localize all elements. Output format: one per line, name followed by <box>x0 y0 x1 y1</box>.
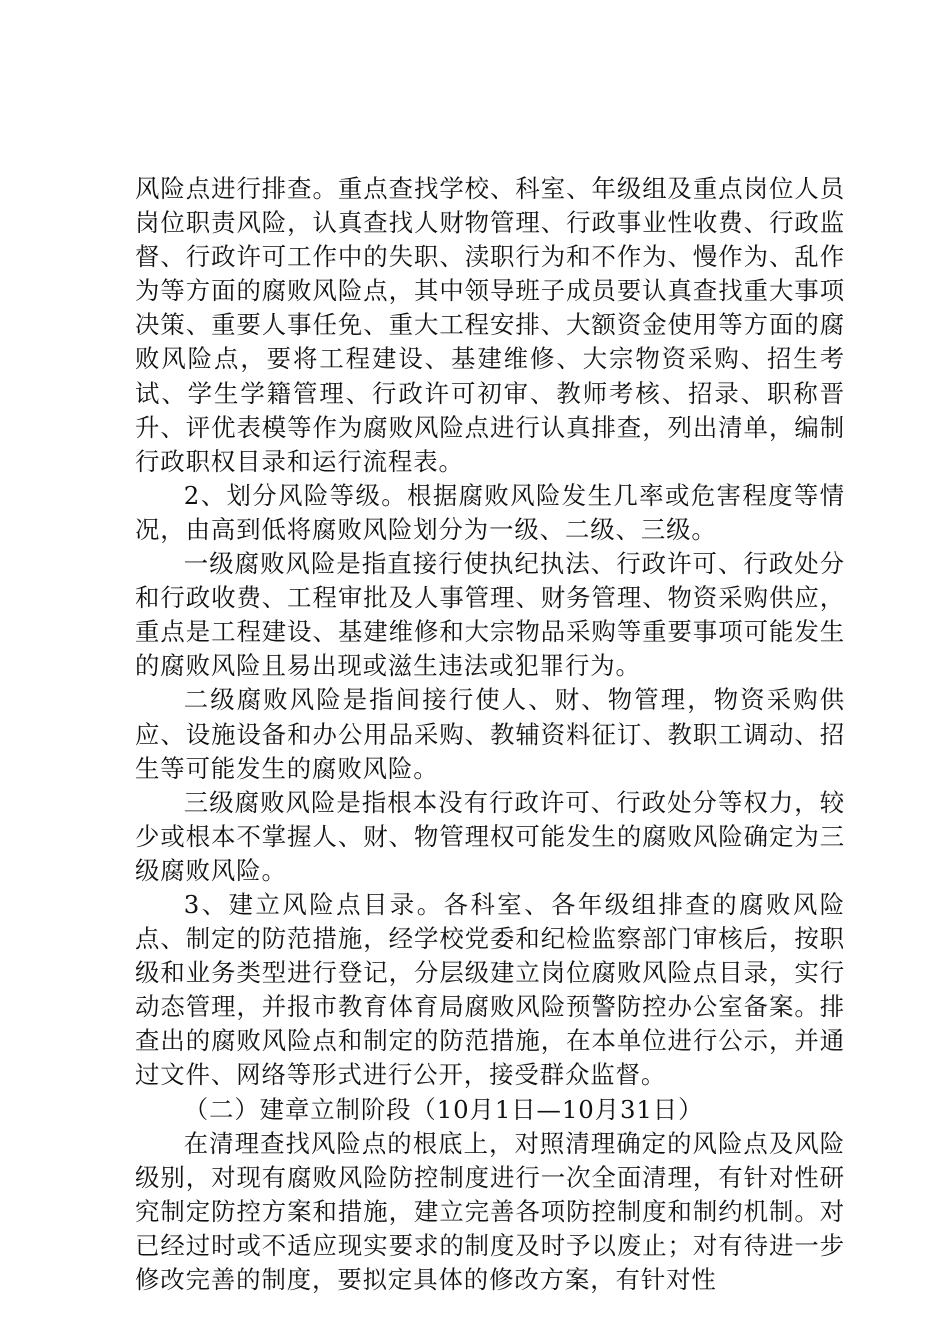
paragraph-level-one: 一级腐败风险是指直接行使执纪执法、行政许可、行政处分和行政收费、工程审批及人事管理、财务管理、物资采购供应，重点是工程建设、基建维修和大宗物品采购等重要事项可能发生的腐败风险且易出现或滋生违法或犯罪行为。 <box>135 549 845 681</box>
document-body <box>135 172 845 1297</box>
section-heading-rules-stage: （二）建章立制阶段（10月1日—10月31日） <box>183 1094 704 1124</box>
paragraph-risk-investigation: 风险点进行排查。重点查找学校、科室、年级组及重点岗位人员岗位职责风险，认真查找人财物管理、行政事业性收费、行政监督、行政许可工作中的失职、渎职行为和不作为、慢作为、乱作为等方面的腐败风险点，其中领导班子成员要认真查找重大事项决策、重要人事任免、重大工程安排、大额资金使用等方面的腐败风险点，要将工程建设、基建维修、大宗物资采购、招生考试、学生学籍管理、行政许可初审、教师考核、招录、职称晋升、评优表模等作为腐败风险点进行认真排查，列出清单，编制行政职权目录和运行流程表。 <box>135 174 845 476</box>
paragraph-risk-catalog: 3、建立风险点目录。各科室、各年级组排查的腐败风险点、制定的防范措施，经学校党委和纪检监察部门审核后，按职级和业务类型进行登记，分层级建立岗位腐败风险点目录，实行动态管理，并报市教育体育局腐败风险预警防控办公室备案。排查出的腐败风险点和制定的防范措施，在本单位进行公示，并通过文件、网络等形式进行公开，接受群众监督。 <box>135 889 845 1090</box>
paragraph-level-two: 二级腐败风险是指间接行使人、财、物管理，物资采购供应、设施设备和办公用品采购、教辅资料征订、教职工调动、招生等可能发生的腐败风险。 <box>135 685 845 783</box>
paragraph-risk-levels: 2、划分风险等级。根据腐败风险发生几率或危害程度等情况，由高到低将腐败风险划分为一级、二级、三级。 <box>135 480 845 544</box>
paragraph-level-three: 三级腐败风险是指根本没有行政许可、行政处分等权力，较少或根本不掌握人、财、物管理权可能发生的腐败风险确定为三级腐败风险。 <box>135 787 845 885</box>
paragraph-rules-stage: 在清理查找风险点的根底上，对照清理确定的风险点及风险级别，对现有腐败风险防控制度进行一次全面清理，有针对性研究制定防控方案和措施，建立完善各项防控制度和制约机制。对已经过时或不适应现实要求的制度及时予以废止；对有待进一步修改完善的制度，要拟定具体的修改方案，有针对性 <box>135 1128 845 1294</box>
